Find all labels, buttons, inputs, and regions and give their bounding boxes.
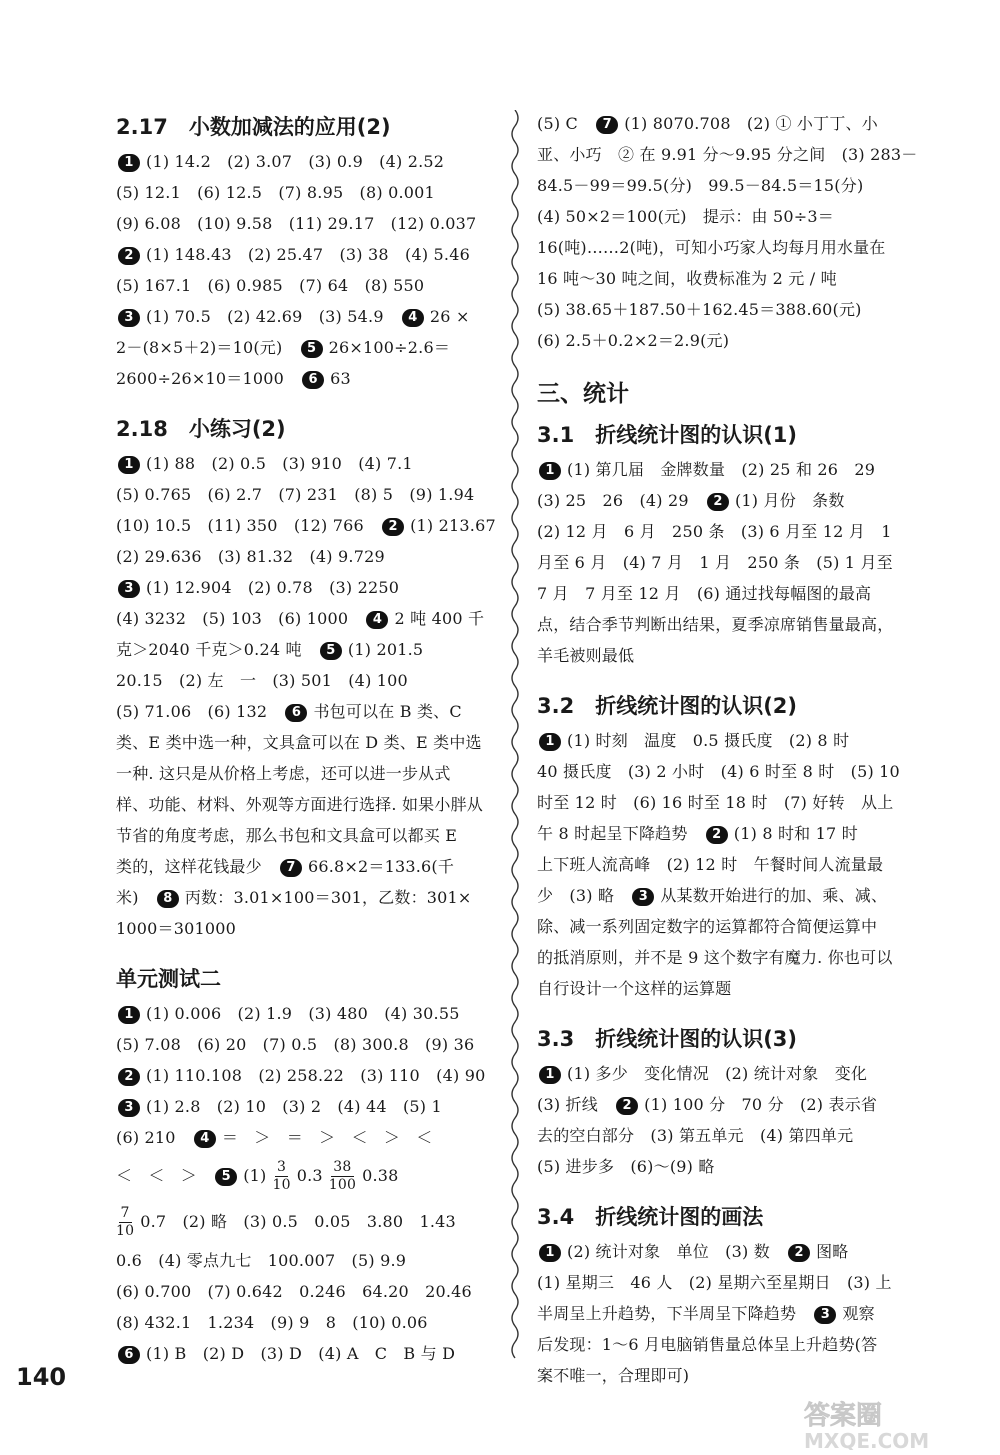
question-badge: 6 bbox=[285, 704, 307, 722]
question-badge: 4 bbox=[402, 309, 424, 327]
answer-line: (6) 2.5＋0.2×2＝2.9(元) bbox=[537, 331, 730, 350]
watermark-top: 答案圈 bbox=[804, 1401, 883, 1431]
section-title-3-1: 3.1 折线统计图的认识(1) bbox=[537, 423, 798, 447]
wavy-column-divider bbox=[507, 110, 523, 1360]
question-badge: 2 bbox=[382, 518, 404, 536]
section-title-2-18: 2.18 小练习(2) bbox=[116, 417, 286, 441]
question-badge: 2 bbox=[707, 493, 729, 511]
question-badge: 5 bbox=[320, 642, 342, 660]
answer-line: 7 月 7 月至 12 月 (6) 通过找每幅图的最高 bbox=[537, 584, 872, 603]
answer-line: 的抵消原则，并不是 9 这个数字有魔力. 你也可以 bbox=[537, 948, 893, 967]
answer-line: 除、减一系列固定数字的运算都符合简便运算中 bbox=[537, 917, 878, 936]
question-badge: 4 bbox=[194, 1130, 216, 1148]
section-title-3-4: 3.4 折线统计图的画法 bbox=[537, 1205, 764, 1229]
fraction: $\frac{7}{10}$ bbox=[116, 1205, 135, 1239]
answer-line: 半周呈上升趋势，下半周呈下降趋势 3 观察 bbox=[537, 1304, 875, 1323]
answer-line: (2) 29.636 (3) 81.32 (4) 9.729 bbox=[116, 547, 385, 566]
question-badge: 3 bbox=[118, 309, 140, 327]
answer-line: (6) 210 4 ＝ ＞ ＝ ＞ ＜ ＞ ＜ bbox=[116, 1128, 433, 1147]
answer-line: (3) 25 26 (4) 29 2 (1) 月份 条数 bbox=[537, 491, 845, 510]
question-badge: 3 bbox=[118, 1099, 140, 1117]
answer-line: 84.5－99＝99.5(分) 99.5－84.5＝15(分) bbox=[537, 176, 864, 195]
page-number: 140 bbox=[16, 1363, 67, 1391]
answer-line: 20.15 (2) 左 一 (3) 501 (4) 100 bbox=[116, 671, 408, 690]
answer-line: $\frac{7}{10}$ 0.7 (2) 略 (3) 0.5 0.05 3.80 1.43 bbox=[116, 1205, 456, 1239]
question-badge: 2 bbox=[118, 1068, 140, 1086]
answer-line: (5) 38.65＋187.50＋162.45＝388.60(元) bbox=[537, 300, 862, 319]
answer-line: 1 (2) 统计对象 单位 (3) 数 2 图略 bbox=[537, 1236, 923, 1267]
answer-line: 1 (1) 多少 变化情况 (2) 统计对象 变化 bbox=[537, 1058, 923, 1089]
answer-line: 40 摄氏度 (3) 2 小时 (4) 6 时至 8 时 (5) 10 bbox=[537, 762, 900, 781]
answer-line: (3) 折线 2 (1) 100 分 70 分 (2) 表示省 bbox=[537, 1095, 878, 1114]
right-column bbox=[537, 108, 923, 1391]
answer-line: (4) 3232 (5) 103 (6) 1000 4 2 吨 400 千 bbox=[116, 609, 485, 628]
answer-line: 1 (1) 第几届 金牌数量 (2) 25 和 26 29 bbox=[537, 454, 923, 485]
answer-line: 羊毛被则最低 bbox=[537, 646, 635, 665]
chapter-title: 三、统计 bbox=[537, 381, 629, 407]
question-badge: 6 bbox=[118, 1346, 140, 1364]
answer-line: (9) 6.08 (10) 9.58 (11) 29.17 (12) 0.037 bbox=[116, 214, 477, 233]
left-column bbox=[116, 108, 502, 1369]
section-title-unit-test-2: 单元测试二 bbox=[116, 967, 221, 991]
question-badge: 3 bbox=[118, 580, 140, 598]
question-badge: 3 bbox=[632, 888, 654, 906]
answer-line: (5) C 7 (1) 8070.708 (2) ① 小丁丁、小 bbox=[537, 114, 878, 133]
answer-line: (4) 50×2＝100(元) 提示：由 50÷3＝ bbox=[537, 207, 834, 226]
answer-line: 米) 8 丙数：3.01×100＝301，乙数：301× bbox=[116, 888, 472, 907]
section-title-3-2: 3.2 折线统计图的认识(2) bbox=[537, 694, 798, 718]
answer-line: (5) 12.1 (6) 12.5 (7) 8.95 (8) 0.001 bbox=[116, 183, 435, 202]
answer-line: (10) 10.5 (11) 350 (12) 766 2 (1) 213.67 bbox=[116, 516, 496, 535]
question-badge: 1 bbox=[118, 456, 140, 474]
question-badge: 7 bbox=[596, 116, 618, 134]
question-badge: 2 bbox=[118, 247, 140, 265]
answer-line: 时至 12 时 (6) 16 时至 18 时 (7) 好转 从上 bbox=[537, 793, 894, 812]
answer-line: (5) 167.1 (6) 0.985 (7) 64 (8) 550 bbox=[116, 276, 425, 295]
question-badge: 1 bbox=[118, 1006, 140, 1024]
question-badge: 1 bbox=[539, 462, 561, 480]
question-badge: 1 bbox=[118, 154, 140, 172]
answer-line: 2 (1) 110.108 (2) 258.22 (3) 110 (4) 90 bbox=[116, 1060, 502, 1091]
question-badge: 3 bbox=[814, 1306, 836, 1324]
answer-line: (5) 71.06 (6) 132 6 书包可以在 B 类、C bbox=[116, 702, 462, 721]
answer-line: 6 (1) B (2) D (3) D (4) A C B 与 D bbox=[116, 1338, 502, 1369]
answer-line: 类的，这样花钱最少 7 66.8×2＝133.6(千 bbox=[116, 857, 455, 876]
question-badge: 7 bbox=[280, 859, 302, 877]
answer-line: (8) 432.1 1.234 (9) 9 8 (10) 0.06 bbox=[116, 1313, 428, 1332]
answer-line: 一种. 这只是从价格上考虑，还可以进一步从式 bbox=[116, 764, 451, 783]
answer-line: 亚、小巧 ② 在 9.91 分～9.95 分之间 (3) 283－ bbox=[537, 145, 918, 164]
section-title-3-3: 3.3 折线统计图的认识(3) bbox=[537, 1027, 798, 1051]
answer-line: 1 (1) 14.2 (2) 3.07 (3) 0.9 (4) 2.52 bbox=[116, 146, 502, 177]
watermark-logo bbox=[800, 1398, 990, 1450]
answer-line: 点，结合季节判断出结果，夏季凉席销售量最高， bbox=[537, 615, 894, 634]
answer-line: (5) 0.765 (6) 2.7 (7) 231 (8) 5 (9) 1.94 bbox=[116, 485, 475, 504]
answer-line: 克＞2040 千克＞0.24 吨 5 (1) 201.5 bbox=[116, 640, 424, 659]
question-badge: 1 bbox=[539, 733, 561, 751]
answer-line: ＜ ＜ ＞ 5 (1) $\frac{3}{10}$ 0.3 $\frac{38}{100}$ 0.38 bbox=[116, 1159, 399, 1193]
fraction: $\frac{3}{10}$ bbox=[272, 1159, 291, 1193]
question-badge: 2 bbox=[706, 826, 728, 844]
answer-line: 3 (1) 12.904 (2) 0.78 (3) 2250 bbox=[116, 572, 502, 603]
answer-line: 1 (1) 时刻 温度 0.5 摄氏度 (2) 8 时 bbox=[537, 725, 923, 756]
answer-line: 1 (1) 88 (2) 0.5 (3) 910 (4) 7.1 bbox=[116, 448, 502, 479]
answer-line: (6) 0.700 (7) 0.642 0.246 64.20 20.46 bbox=[116, 1282, 472, 1301]
answer-line: 3 (1) 70.5 (2) 42.69 (3) 54.9 4 26 × bbox=[116, 301, 502, 332]
answer-line: 少 (3) 略 3 从某数开始进行的加、乘、减、 bbox=[537, 886, 888, 905]
section-title-2-17: 2.17 小数加减法的应用(2) bbox=[116, 115, 391, 139]
answer-line: 1 (1) 0.006 (2) 1.9 (3) 480 (4) 30.55 bbox=[116, 998, 502, 1029]
answer-line: 16 吨～30 吨之间，收费标准为 2 元 / 吨 bbox=[537, 269, 837, 288]
answer-line: 1000＝301000 bbox=[116, 919, 236, 938]
answer-line: (2) 12 月 6 月 250 条 (3) 6 月至 12 月 1 bbox=[537, 522, 892, 541]
answer-line: 类、E 类中选一种，文具盒可以在 D 类、E 类中选 bbox=[116, 733, 482, 752]
question-badge: 2 bbox=[616, 1097, 638, 1115]
question-badge: 5 bbox=[215, 1168, 237, 1186]
watermark-bottom: MXQE.COM bbox=[804, 1429, 930, 1450]
answer-line: 2－(8×5＋2)＝10(元) 5 26×100÷2.6＝ bbox=[116, 338, 451, 357]
answer-line: 月至 6 月 (4) 7 月 1 月 250 条 (5) 1 月至 bbox=[537, 553, 893, 572]
answer-line: 午 8 时起呈下降趋势 2 (1) 8 时和 17 时 bbox=[537, 824, 858, 843]
answer-line: 2600÷26×10＝1000 6 63 bbox=[116, 369, 351, 388]
question-badge: 8 bbox=[157, 890, 179, 908]
question-badge: 4 bbox=[366, 611, 388, 629]
answer-line: (5) 7.08 (6) 20 (7) 0.5 (8) 300.8 (9) 36 bbox=[116, 1035, 475, 1054]
answer-line: 后发现：1～6 月电脑销售量总体呈上升趋势(答 bbox=[537, 1335, 878, 1354]
answer-line: 0.6 (4) 零点九七 100.007 (5) 9.9 bbox=[116, 1251, 407, 1270]
fraction: $\frac{38}{100}$ bbox=[328, 1159, 357, 1193]
question-badge: 5 bbox=[301, 340, 323, 358]
question-badge: 1 bbox=[539, 1244, 561, 1262]
answer-line: 上下班人流高峰 (2) 12 时 午餐时间人流量最 bbox=[537, 855, 884, 874]
answer-line: (1) 星期三 46 人 (2) 星期六至星期日 (3) 上 bbox=[537, 1273, 892, 1292]
answer-line: 节省的角度考虑，那么书包和文具盒可以都买 E bbox=[116, 826, 458, 845]
answer-line: 16(吨)……2(吨)，可知小巧家人均每月用水量在 bbox=[537, 238, 886, 257]
answer-line: 去的空白部分 (3) 第五单元 (4) 第四单元 bbox=[537, 1126, 854, 1145]
question-badge: 1 bbox=[539, 1066, 561, 1084]
question-badge: 2 bbox=[788, 1244, 810, 1262]
answer-line: 样、功能、材料、外观等方面进行选择. 如果小胖从 bbox=[116, 795, 483, 814]
answer-line: (5) 进步多 (6)～(9) 略 bbox=[537, 1157, 715, 1176]
answer-line: 案不唯一，合理即可) bbox=[537, 1366, 690, 1385]
question-badge: 6 bbox=[302, 371, 324, 389]
answer-line: 自行设计一个这样的运算题 bbox=[537, 979, 732, 998]
answer-line: 3 (1) 2.8 (2) 10 (3) 2 (4) 44 (5) 1 bbox=[116, 1091, 502, 1122]
answer-line: 2 (1) 148.43 (2) 25.47 (3) 38 (4) 5.46 bbox=[116, 239, 502, 270]
